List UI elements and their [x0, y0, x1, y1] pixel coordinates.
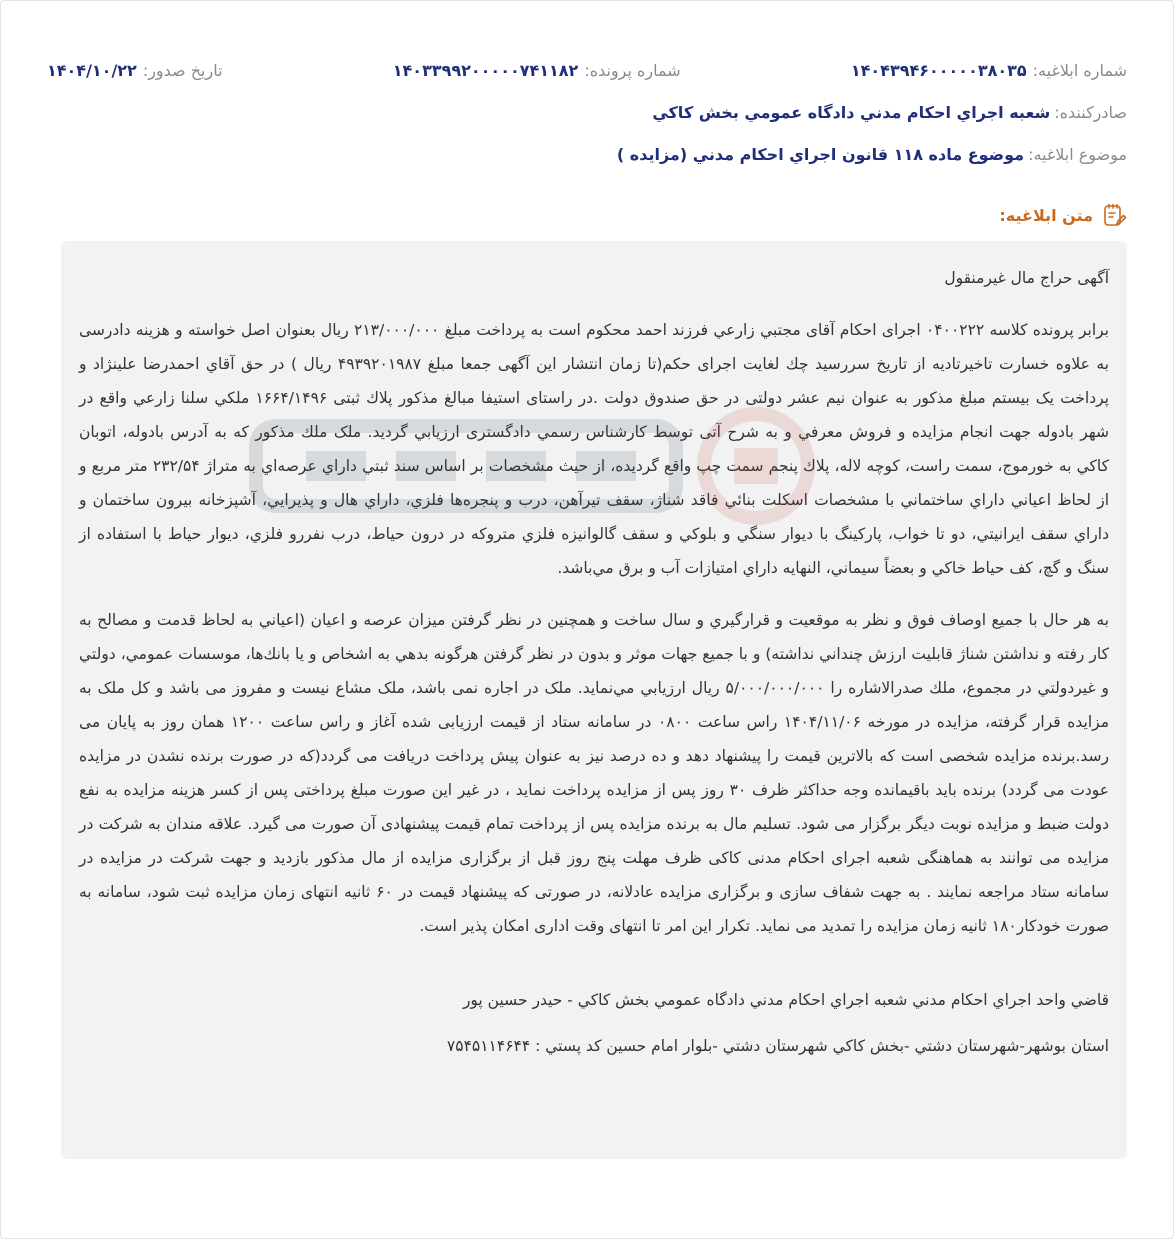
section-title-label: متن ابلاغیه:	[999, 205, 1093, 225]
issue-date-label: تاریخ صدور:	[142, 61, 223, 80]
case-number	[393, 58, 681, 84]
issue-date	[47, 58, 223, 84]
notice-number	[851, 58, 1127, 84]
case-number-value: ۱۴۰۳۳۹۹۲۰۰۰۰۰۷۴۱۱۸۲	[392, 61, 579, 80]
content-heading: آگهی حراج مال غیرمنقول	[944, 269, 1109, 287]
subject-line	[47, 142, 1127, 168]
notice-content	[61, 241, 1127, 1159]
section-title	[999, 201, 1127, 229]
judge-signature: قاضي واحد اجراي احكام مدني شعبه اجراي احكام مدني دادگاه عمومي بخش كاكي - حيدر حسين پور	[462, 991, 1109, 1009]
case-number-label: شماره پرونده:	[584, 61, 681, 80]
content-paragraph-2: به هر حال با جميع اوصاف فوق و نظر به موقعيت و قرارگيري و سال ساخت و همچنين در نظر گرفتن ميزان عرصه و اعيان (اعياني به لحاظ قدمت و مصالح به كار رفته و نداشتن شناژ قابليت ارزش چنداني نداشته) و با جميع جهات موثر و بدون در نظر گرفتن هرگونه بدهي به اشخاص و يا بانك‌ها، موسسات عمومي، دولتي و غيردولتي در مجموع، ملك صدرالاشاره را ۵/۰۰۰/۰۰۰/۰۰۰ ريال ارزيابي مي‌نمايد. ملک در اجاره نمی باشد، ملک مشاع نیست و مفروز می باشد و کل ملک به مزایده قرار گرفته، مزایده در مورخه ۱۴۰۴/۱۱/۰۶ راس ساعت ۰۸۰۰ در سامانه ستاد از قیمت ارزیابی شده آغاز و راس ساعت ۱۲۰۰ همان روز به پایان می رسد.برنده مزایده شخصی است که بالاترین قیمت را پیشنهاد دهد و ده درصد نیز به عنوان پیش پرداخت دریافت می گردد(که در صورت برنده نشدن در مزایده عودت می گردد) برنده باید باقیمانده وجه حداکثر ظرف ۳۰ روز پس از مزایده پرداخت نماید ، در غیر این صورت مبلغ پرداختی پس از کسر هزینه مزایده به نفع دولت ضبط و مزایده نوبت دیگر برگزار می شود. تسلیم مال به برنده مزایده پس از پرداخت تمام قیمت پیشنهادی آن صورت می گیرد. علاقه مندان به شرکت در مزایده می توانند به هماهنگی شعبه اجرای احکام مدنی کاکی ظرف مهلت پنج روز قبل از برگزاری مزایده از مال مذکور بازدید و جهت شرکت در مزایده در سامانه ستاد مراجعه نمایند . به جهت شفاف سازی و برگزاری مزایده عادلانه، در صورتی که پیشنهاد قیمت در ۶۰ ثانیه انتهای زمان مزایده ثبت شود، سامانه به صورت خودکار۱۸۰ ثانیه زمان مزایده را تمدید می نماید. تکرار این امر تا انتهای وقت اداری امکان پذیر است.	[79, 611, 1110, 935]
court-address: استان بوشهر-شهرستان دشتي -بخش كاكي شهرستان دشتي -بلوار امام حسين كد پستي : ۷۵۴۵۱۱۴۶۴۴	[446, 1037, 1109, 1055]
notice-number-label: شماره ابلاغیه:	[1032, 61, 1127, 80]
issue-date-value: ۱۴۰۴/۱۰/۲۲	[47, 61, 137, 80]
subject-label: موضوع ابلاغیه:	[1028, 145, 1127, 164]
sender-value: شعبه اجراي احكام مدني دادگاه عمومي بخش كاكي	[652, 103, 1051, 122]
notice-number-value: ۱۴۰۴۳۹۴۶۰۰۰۰۰۳۸۰۳۵	[850, 61, 1027, 80]
subject-value: موضوع ماده ۱۱۸ قانون اجراي احكام مدني (مزايده )	[616, 145, 1025, 164]
sender-label: صادرکننده:	[1054, 103, 1127, 122]
document-edit-icon	[1101, 202, 1127, 228]
sender-line	[47, 100, 1127, 126]
notice-meta-row	[47, 58, 1127, 84]
content-paragraph-1: برابر پرونده كلاسه ۰۴۰۰۲۲۲ اجرای احکام آقای مجتبي زارعي فرزند احمد محكوم است به پرداخت مبلغ ۲۱۳/۰۰۰/۰۰۰ ريال بعنوان اصل خواسته و هزينه دادرسی به علاوه خسارت تاخیرتادیه از تاریخ سررسید چك لغایت اجرای حکم(تا زمان انتشار این آگهی جمعا مبلغ ۴۹۳۹۲۰۱۹۸۷ ریال ) در حق آقاي احمدرضا علينژاد و پرداخت يک بيستم مبلغ مذكور به عنوان نيم عشر دولتی در حق صندوق دولت .در راستای استیفا مبالغ مذکور پلاك ثبتی ۱۶۶۴/۱۴۹۶ ملكي سلنا زارعي واقع در شهر بادوله جهت انجام مزايده و فروش معرفي و به شرح آتی توسط كارشناس رسمي دادگستری ارزيابي گرديد. ملک ملك مذكور كه به آدرس بادوله، اتوبان كاكي به خورموج، سمت راست، كوچه لاله، پلاك پنجم سمت چپ واقع گرديده، از حيث مشخصات بر اساس سند ثبتي داراي عرصه‌اي به متراژ ۲۳۲/۵۴ متر مربع و از لحاظ اعياني داراي ساختماني با مشخصات اسكلت بنائي فاقد شناژ، سقف تيرآهن، درب و پنجره‌ها فلزي، داراي هال و پذيرايي، آشپزخانه بيرون ساختمان و داراي سقف ايرانيتي، دو تا خواب، پاركينگ با ديوار سنگي و بلوكي و سقف گالوانيزه فلزي متروكه در درون حياط، درب نفررو فلزي، ديوار حياط با استفاده از سنگ و گچ، كف حياط خاكي و بعضاً سيماني، النهايه داراي امتيازات آب و برق مي‌باشد.	[79, 321, 1110, 577]
